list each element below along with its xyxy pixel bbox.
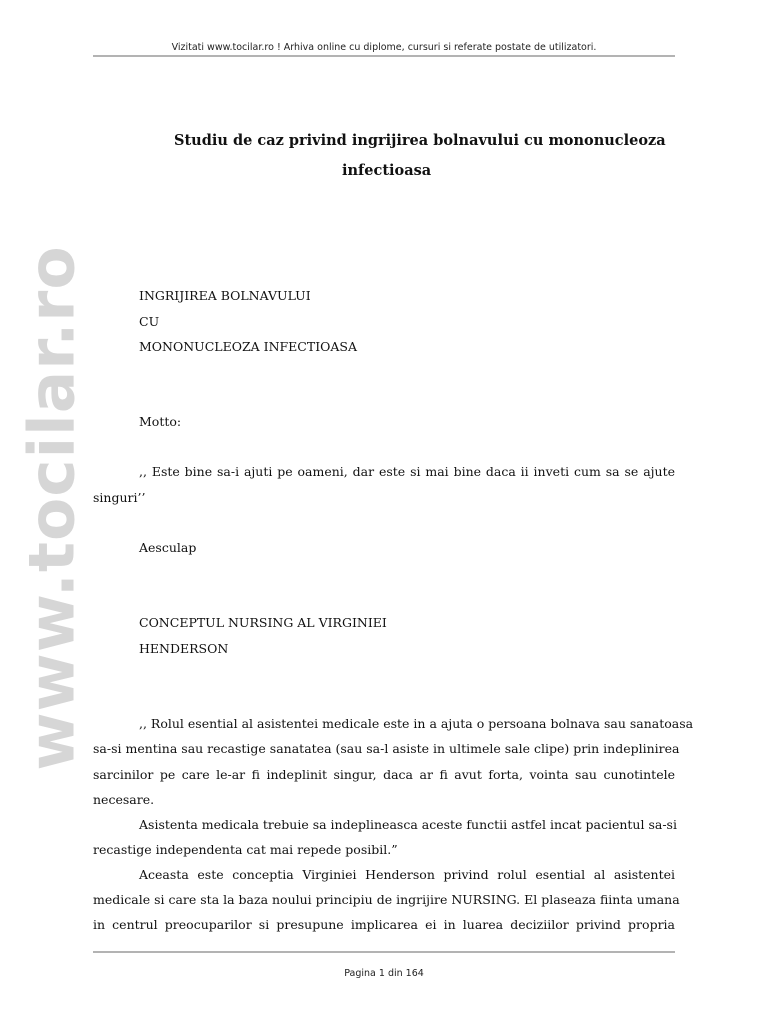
page-number: Pagina 1 din 164 bbox=[344, 968, 424, 979]
motto-quote-line-2: singuri’’ bbox=[93, 490, 146, 505]
motto-quote-line-1: ,, Este bine sa-i ajuti pe oameni, dar este si mai bine daca ii inveti cum sa se ajute bbox=[139, 464, 675, 479]
paragraph-1-line-2: sa-si mentina sau recastige sanatatea (sau sa-l asiste in ultimele sale clipe) prin indeplinirea bbox=[93, 741, 680, 756]
concept-heading-line-1: CONCEPTUL NURSING AL VIRGINIEI bbox=[139, 615, 387, 630]
paragraph-1-line-1: ,, Rolul esential al asistentei medicale este in a ajuta o persoana bolnava sau sanatoasa bbox=[139, 716, 694, 731]
section-heading-line-3: MONONUCLEOZA INFECTIOASA bbox=[139, 339, 358, 354]
motto-label: Motto: bbox=[139, 414, 182, 429]
paragraph-1-line-4: necesare. bbox=[93, 792, 155, 807]
footer-divider bbox=[93, 951, 675, 953]
paragraph-3-line-3: in centrul preocuparilor si presupune implicarea ei in luarea deciziilor privind propria bbox=[93, 917, 675, 932]
paragraph-1-line-3: sarcinilor pe care le-ar fi indeplinit singur, daca ar fi avut forta, vointa sau cunotintele bbox=[93, 767, 675, 782]
paragraph-3-line-2: medicale si care sta la baza noului principiu de ingrijire NURSING. El plaseaza fiinta umana bbox=[93, 892, 680, 907]
paragraph-2-line-2: recastige independenta cat mai repede posibil.” bbox=[93, 842, 398, 857]
concept-heading-line-2: HENDERSON bbox=[139, 641, 229, 656]
document-title-line-2: infectioasa bbox=[342, 162, 432, 179]
document-title-line-1: Studiu de caz privind ingrijirea bolnavului cu mononucleoza bbox=[174, 132, 666, 149]
section-heading-line-1: INGRIJIREA BOLNAVULUI bbox=[139, 288, 311, 303]
header-divider bbox=[93, 55, 675, 57]
paragraph-2-line-1: Asistenta medicala trebuie sa indeplineasca aceste functii astfel incat pacientul sa-si bbox=[139, 817, 677, 832]
watermark: www.tocilar.ro bbox=[15, 245, 89, 771]
paragraph-3-line-1: Aceasta este conceptia Virginiei Henderson privind rolul esential al asistentei bbox=[139, 867, 675, 882]
motto-author: Aesculap bbox=[139, 540, 197, 555]
page-header: Vizitati www.tocilar.ro ! Arhiva online cu diplome, cursuri si referate postate de utilizatori. bbox=[171, 42, 597, 53]
section-heading-line-2: CU bbox=[139, 314, 160, 329]
